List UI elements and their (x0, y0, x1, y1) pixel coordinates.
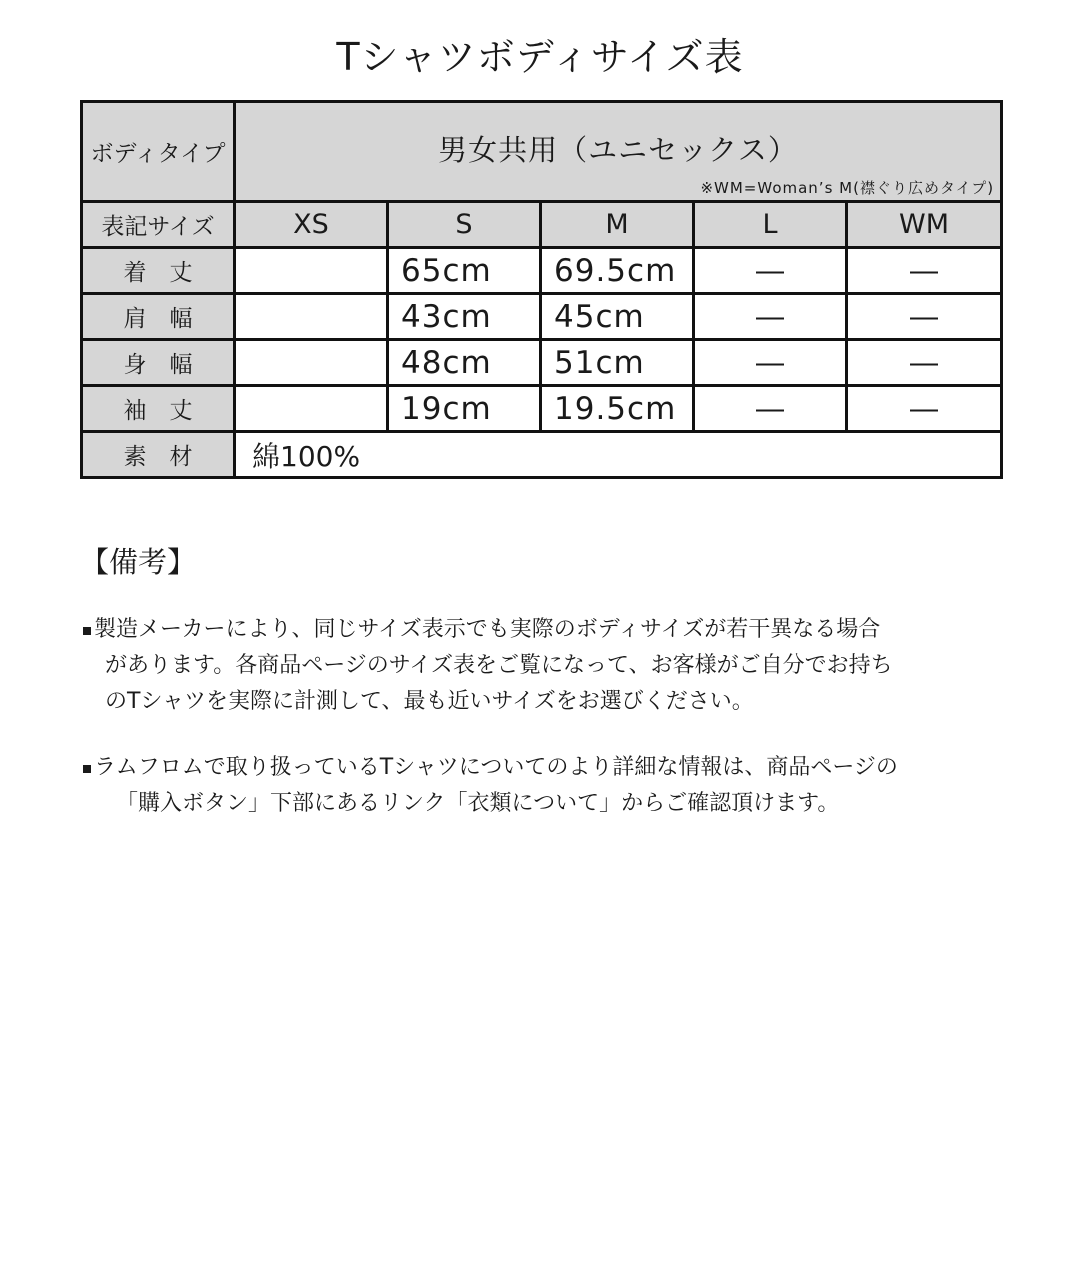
row-label-sleeve: 袖 丈 (82, 386, 235, 432)
size-label: 表記サイズ (82, 202, 235, 248)
unisex-title: 男女共用（ユニセックス） (438, 133, 798, 167)
notes-heading: 【備考】 (80, 545, 197, 579)
row-label-chest: 身 幅 (82, 340, 235, 386)
unisex-header (235, 102, 1002, 202)
cell-sleeve-l: ― (694, 386, 847, 432)
table-row (82, 294, 1002, 340)
body-type-row (82, 102, 1002, 202)
cell-length-m: 69.5cm (541, 248, 694, 294)
cell-length-xs (235, 248, 388, 294)
body-type-label: ボディタイプ (82, 102, 235, 202)
size-m: M (541, 202, 694, 248)
cell-length-s: 65cm (388, 248, 541, 294)
cell-sleeve-xs (235, 386, 388, 432)
cell-chest-l: ― (694, 340, 847, 386)
table-row (82, 248, 1002, 294)
cell-sleeve-wm: ― (847, 386, 1002, 432)
cell-shoulder-s: 43cm (388, 294, 541, 340)
material-row (82, 432, 1002, 478)
material-value: 綿100% (235, 432, 1002, 478)
cell-shoulder-wm: ― (847, 294, 1002, 340)
note-line: ラムフロムで取り扱っているTシャツについてのより詳細な情報は、商品ページの (94, 755, 898, 780)
note-item (80, 750, 1010, 822)
notes-section (80, 540, 1010, 852)
size-table (80, 100, 1003, 479)
table-row (82, 340, 1002, 386)
square-bullet-icon (83, 765, 91, 773)
size-header-row (82, 202, 1002, 248)
square-bullet-icon (83, 627, 91, 635)
cell-chest-m: 51cm (541, 340, 694, 386)
note-line: のTシャツを実際に計測して、最も近いサイズをお選びください。 (105, 689, 754, 714)
page-title: Tシャツボディサイズ表 (336, 35, 744, 79)
row-label-length: 着 丈 (82, 248, 235, 294)
cell-chest-wm: ― (847, 340, 1002, 386)
cell-shoulder-xs (235, 294, 388, 340)
cell-chest-s: 48cm (388, 340, 541, 386)
size-l: L (694, 202, 847, 248)
size-xs: XS (235, 202, 388, 248)
note-line: 製造メーカーにより、同じサイズ表示でも実際のボディサイズが若干異なる場合 (94, 617, 881, 642)
size-wm: WM (847, 202, 1002, 248)
cell-shoulder-m: 45cm (541, 294, 694, 340)
cell-length-l: ― (694, 248, 847, 294)
row-label-material: 素 材 (82, 432, 235, 478)
cell-sleeve-m: 19.5cm (541, 386, 694, 432)
note-line: があります。各商品ページのサイズ表をご覧になって、お客様がご自分でお持ち (105, 653, 893, 678)
table-row (82, 386, 1002, 432)
cell-chest-xs (235, 340, 388, 386)
cell-length-wm: ― (847, 248, 1002, 294)
cell-shoulder-l: ― (694, 294, 847, 340)
note-item (80, 612, 1010, 720)
row-label-shoulder: 肩 幅 (82, 294, 235, 340)
wm-note: ※WM=Woman’s M(襟ぐり広めタイプ) (700, 179, 995, 197)
size-s: S (388, 202, 541, 248)
cell-sleeve-s: 19cm (388, 386, 541, 432)
note-line: 「購入ボタン」下部にあるリンク「衣類について」からご確認頂けます。 (116, 791, 840, 816)
